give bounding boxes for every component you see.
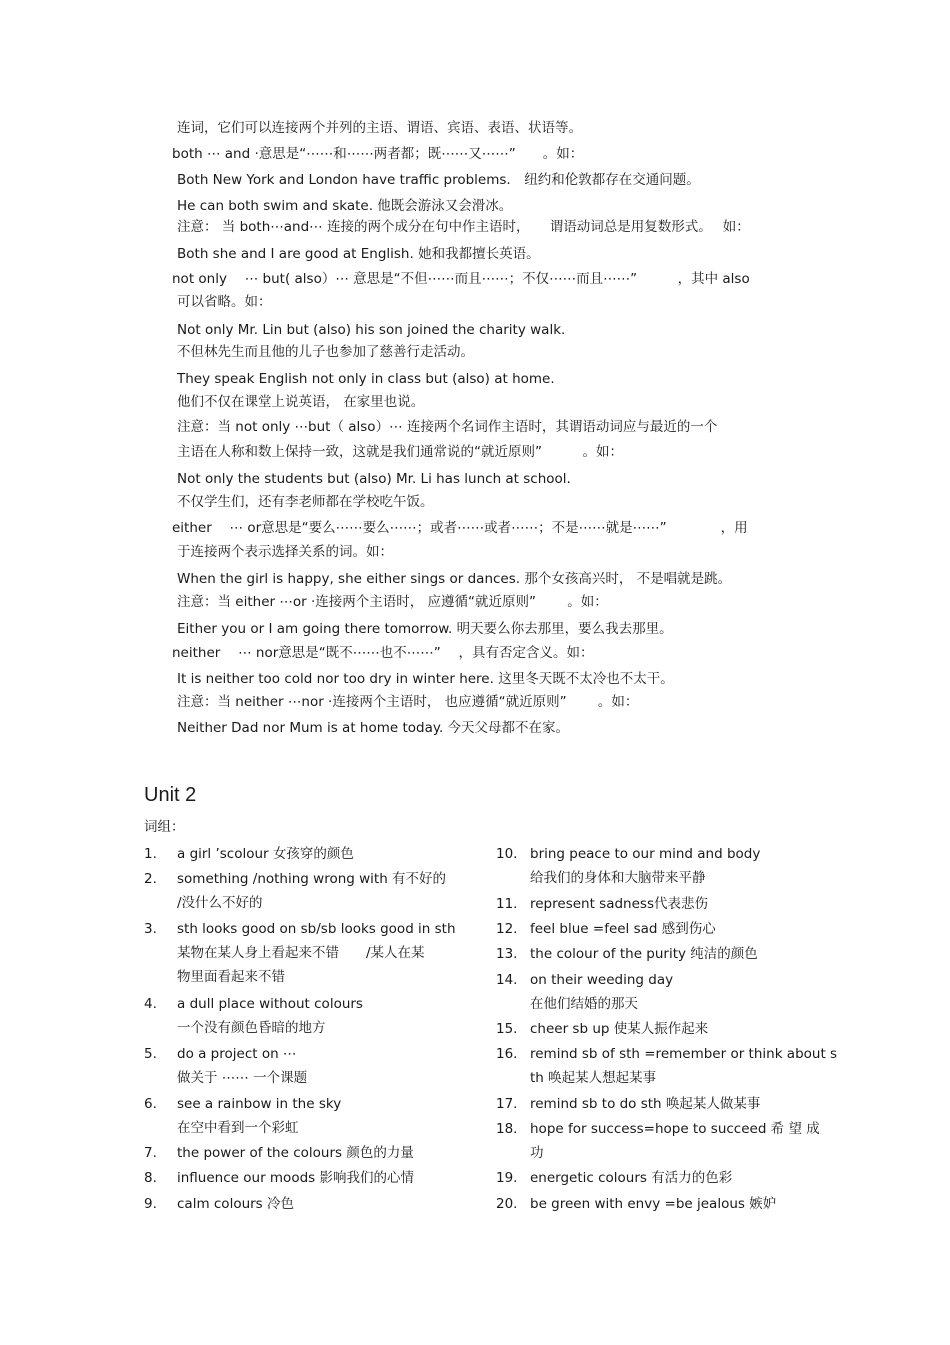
note-line: 不但林先生而且他的儿子也参加了慈善行走活动。 <box>177 344 474 360</box>
note-line: 主语在人称和数上保持一致，这就是我们通常说的“就近原则” 。如： <box>177 444 623 460</box>
phrase-number: 20. <box>496 1196 518 1212</box>
note-line: Not only Mr. Lin but (also) his son joined the charity walk. <box>177 322 566 338</box>
phrase-text: a dull place without colours <box>177 996 363 1012</box>
phrase-text: represent sadness代表悲伤 <box>530 896 708 912</box>
phrase-text: be green with envy =be jealous 嫉妒 <box>530 1196 777 1212</box>
phrase-text: 做关于 ⋯⋯ 一个课题 <box>177 1070 308 1086</box>
phrase-number: 8. <box>144 1170 157 1186</box>
note-line: Neither Dad nor Mum is at home today. 今天父母都不在家。 <box>177 720 570 736</box>
phrase-text: see a rainbow in the sky <box>177 1096 342 1112</box>
note-line: They speak English not only in class but (also) at home. <box>177 371 555 387</box>
note-line: neither ⋯ nor意思是“既不⋯⋯也不⋯⋯” ，具有否定含义。如： <box>172 645 594 661</box>
note-line: 他们不仅在课堂上说英语， 在家里也说。 <box>177 394 425 410</box>
phrase-text: 在他们结婚的那天 <box>530 996 638 1012</box>
note-line: Both she and I are good at English. 她和我都擅长英语。 <box>177 246 540 262</box>
phrase-text: remind sb of sth =remember or think about s <box>530 1046 838 1062</box>
note-line: When the girl is happy, she either sings or dances. 那个女孩高兴时， 不是唱就是跳。 <box>177 571 732 587</box>
note-line: Both New York and London have traffic problems. 纽约和伦敦都存在交通问题。 <box>177 172 700 188</box>
phrase-number: 19. <box>496 1170 518 1186</box>
phrase-text: 某物在某人身上看起来不错 /某人在某 <box>177 945 425 961</box>
phrase-text: a girl ’scolour 女孩穿的颜色 <box>177 846 354 862</box>
phrase-text: something /nothing wrong with 有不好的 <box>177 871 447 887</box>
note-line: Not only the students but (also) Mr. Li has lunch at school. <box>177 471 571 487</box>
phrase-number: 11. <box>496 896 518 912</box>
note-line: 可以省略。如： <box>177 294 272 310</box>
phrase-text: sth looks good on sb/sb looks good in sth <box>177 921 456 937</box>
phrase-text: 一个没有颜色昏暗的地方 <box>177 1020 326 1036</box>
note-line: not only ⋯ but( also）⋯ 意思是“不但⋯⋯而且⋯⋯；不仅⋯⋯而且⋯⋯” ，其中 also <box>172 271 750 287</box>
phrase-text: on their weeding day <box>530 972 674 988</box>
phrase-number: 12. <box>496 921 518 937</box>
note-line: Either you or I am going there tomorrow. 明天要么你去那里，要么我去那里。 <box>177 621 673 637</box>
phrase-number: 16. <box>496 1046 518 1062</box>
phrase-text: energetic colours 有活力的色彩 <box>530 1170 733 1186</box>
phrase-number: 18. <box>496 1121 518 1137</box>
phrase-text: do a project on ⋯ <box>177 1046 297 1062</box>
phrase-text: cheer sb up 使某人振作起来 <box>530 1021 709 1037</box>
phrase-number: 15. <box>496 1021 518 1037</box>
phrase-number: 1. <box>144 846 157 862</box>
phrase-text: /没什么不好的 <box>177 895 263 911</box>
phrase-number: 14. <box>496 972 518 988</box>
phrase-text: bring peace to our mind and body <box>530 846 761 862</box>
phrases-label: 词组： <box>144 819 185 835</box>
note-line: It is neither too cold nor too dry in winter here. 这里冬天既不太冷也不太干。 <box>177 671 674 687</box>
phrase-number: 17. <box>496 1096 518 1112</box>
phrase-text: the colour of the purity 纯洁的颜色 <box>530 946 758 962</box>
note-line: 注意：当 either ⋯or ·连接两个主语时， 应遵循“就近原则” 。如： <box>177 594 608 610</box>
phrase-text: 给我们的身体和大脑带来平静 <box>530 870 706 886</box>
phrase-number: 9. <box>144 1196 157 1212</box>
note-line: 注意：当 neither ⋯nor ·连接两个主语时， 也应遵循“就近原则” 。如： <box>177 694 639 710</box>
unit-title: Unit 2 <box>144 784 197 806</box>
phrase-text: influence our moods 影响我们的心情 <box>177 1170 414 1186</box>
phrase-text: feel blue =feel sad 感到伤心 <box>530 921 716 937</box>
phrase-text: 功 <box>530 1145 544 1161</box>
phrase-text: hope for success=hope to succeed 希 望 成 <box>530 1121 820 1137</box>
phrase-number: 3. <box>144 921 157 937</box>
note-line: 于连接两个表示选择关系的词。如： <box>177 544 393 560</box>
phrase-number: 4. <box>144 996 157 1012</box>
phrase-number: 7. <box>144 1145 157 1161</box>
note-line: both ⋯ and ·意思是“⋯⋯和⋯⋯两者都；既⋯⋯又⋯⋯” 。如： <box>172 146 584 162</box>
note-line: 注意： 当 both⋯and⋯ 连接的两个成分在句中作主语时， 谓语动词总是用复数形式。 如： <box>177 219 750 235</box>
note-line: 不仅学生们，还有李老师都在学校吃午饭。 <box>177 494 434 510</box>
note-line: He can both swim and skate. 他既会游泳又会滑冰。 <box>177 198 513 214</box>
phrase-number: 6. <box>144 1096 157 1112</box>
phrase-text: th 唤起某人想起某事 <box>530 1070 657 1086</box>
phrase-text: remind sb to do sth 唤起某人做某事 <box>530 1096 761 1112</box>
note-line: 注意：当 not only ⋯but（ also）⋯ 连接两个名词作主语时，其谓语动词应与最近的一个 <box>177 419 718 435</box>
phrase-text: 物里面看起来不错 <box>177 969 285 985</box>
phrase-text: the power of the colours 颜色的力量 <box>177 1145 414 1161</box>
note-line: 连词，它们可以连接两个并列的主语、谓语、宾语、表语、状语等。 <box>177 120 582 136</box>
phrase-number: 13. <box>496 946 518 962</box>
phrase-number: 2. <box>144 871 157 887</box>
phrase-text: calm colours 冷色 <box>177 1196 295 1212</box>
note-line: either ⋯ or意思是“要么⋯⋯要么⋯⋯；或者⋯⋯或者⋯⋯；不是⋯⋯就是⋯⋯” ，用 <box>172 520 748 536</box>
phrase-text: 在空中看到一个彩虹 <box>177 1120 299 1136</box>
phrase-number: 10. <box>496 846 518 862</box>
phrase-number: 5. <box>144 1046 157 1062</box>
